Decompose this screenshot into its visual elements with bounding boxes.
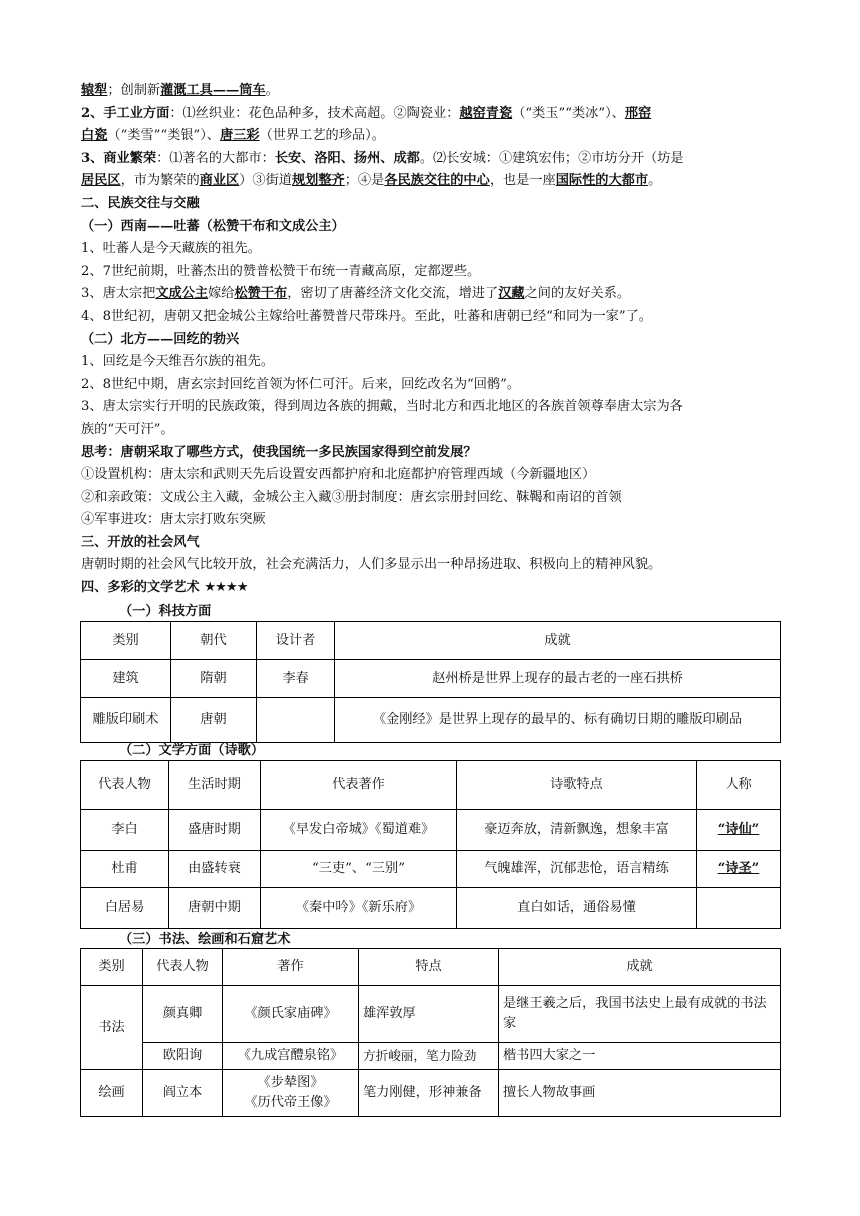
- table-cell: 由盛转衰: [169, 851, 261, 888]
- text: ；创制新: [107, 83, 161, 98]
- table-cell: 绘画: [81, 1070, 143, 1117]
- term: 松赞干布: [234, 286, 288, 302]
- list-item: 4、8世纪初，唐朝又把金城公主嫁给吐蕃赞普尺带珠丹。至此，吐蕃和唐朝已经“和同为一家”了。: [81, 308, 652, 324]
- table-cell: 盛唐时期: [169, 810, 261, 851]
- list-item: 1、吐蕃人是今天藏族的祖先。: [81, 241, 261, 257]
- text: 之间的友好关系。: [524, 286, 631, 302]
- section-3-text: 唐朝时期的社会风气比较开放，社会充满活力，人们多显示出一种昂扬进取、积极向上的精神风貌。: [81, 557, 662, 573]
- star-rating: ★★★★: [204, 580, 248, 596]
- table-cell: 书法: [81, 986, 143, 1070]
- para-1: [81, 80, 781, 103]
- subsection-literature: （二）文学方面（诗歌）: [119, 743, 265, 758]
- table-cell: 《九成宫醴泉铭》: [223, 1043, 359, 1070]
- list-item: 3、唐太宗实行开明的民族政策，得到周边各族的拥戴，当时北方和西北地区的各族首领尊奉唐太宗为各: [81, 399, 683, 415]
- table-cell: 杜甫: [81, 851, 169, 888]
- para-commerce-cont: [81, 170, 781, 193]
- text: 嫁给: [208, 286, 235, 302]
- subsection-science: （一）科技方面: [119, 604, 212, 619]
- table-cell: 楷书四大家之一: [499, 1043, 781, 1070]
- table-row: [81, 1070, 781, 1117]
- text: ；④是: [344, 173, 385, 189]
- text: ：⑴著名的大都市：: [156, 150, 275, 166]
- table-row: [81, 888, 781, 929]
- list-item: 2、8世纪中期，唐玄宗封回纥首领为怀仁可汗。后来，回纥改名为“回鹘”。: [81, 376, 521, 392]
- table-header: 类别: [81, 949, 143, 986]
- table-cell: [697, 888, 781, 929]
- subsection-art: （三）书法、绘画和石窟艺术: [119, 932, 291, 947]
- table-row: [81, 810, 781, 851]
- table-header: 代表著作: [261, 761, 457, 810]
- table-cell: 白居易: [81, 888, 169, 929]
- subsection-huihe: （二）北方——回纥的勃兴: [81, 331, 240, 347]
- list-item-cont: 族的“天可汗”。: [81, 421, 174, 437]
- table-header: 生活时期: [169, 761, 261, 810]
- poetry-table: [80, 760, 781, 929]
- term: 商业区: [199, 173, 240, 189]
- para-handicraft: [81, 103, 781, 126]
- table-cell: 隋朝: [171, 660, 257, 698]
- table-cell: 李白: [81, 810, 169, 851]
- table-header: 代表人物: [143, 949, 223, 986]
- text: 四、多彩的文学艺术: [81, 580, 205, 596]
- table-cell: 雕版印刷术: [81, 698, 171, 743]
- text: 。: [648, 173, 662, 189]
- text: （“类玉”“类冰”）、: [512, 105, 625, 121]
- table-cell: 欧阳询: [143, 1043, 223, 1070]
- table-header: 人称: [697, 761, 781, 810]
- term: 文成公主: [155, 286, 209, 302]
- text: ）③街道: [239, 173, 292, 189]
- table-cell: 颜真卿: [143, 986, 223, 1043]
- table-header: 成就: [335, 622, 781, 660]
- art-table: [80, 948, 781, 1117]
- para-handicraft-cont: [81, 125, 781, 148]
- table-row: [81, 851, 781, 888]
- table-cell: 赵州桥是世界上现存的最古老的一座石拱桥: [335, 660, 781, 698]
- table-header-row: [81, 622, 781, 660]
- work-title: 《步辇图》: [257, 1075, 324, 1090]
- table-cell: 《秦中吟》《新乐府》: [261, 888, 457, 929]
- table-cell: 《颜氏家庙碑》: [223, 986, 359, 1043]
- text: 。⑵长安城：①建筑宏伟；②市坊分开（坊是: [419, 150, 684, 166]
- table-cell: 是继王羲之后，我国书法史上最有成就的书法家: [499, 986, 781, 1043]
- table-cell: “诗圣”: [697, 851, 781, 888]
- table-header: 代表人物: [81, 761, 169, 810]
- term-cities: 长安、洛阳、扬州、成都: [274, 150, 420, 166]
- table-cell: 笔力刚健，形神兼备: [359, 1070, 499, 1117]
- term: 居民区: [81, 173, 121, 189]
- term: 汉藏: [498, 286, 525, 302]
- table-cell: 建筑: [81, 660, 171, 698]
- text: 。: [265, 83, 279, 98]
- table-row: [81, 986, 781, 1043]
- list-item: 2、7世纪前期，吐蕃杰出的赞普松赞干布统一青藏高原，定都逻些。: [81, 263, 481, 279]
- table-header-row: [81, 761, 781, 810]
- term-yuanli: 辕犁: [81, 83, 108, 98]
- table-cell: 气魄雄浑，沉郁悲怆，语言精练: [457, 851, 697, 888]
- science-table: [80, 621, 781, 743]
- text: （世界工艺的珍品）。: [259, 128, 385, 144]
- term: 各民族交往的中心: [384, 173, 490, 189]
- table-cell: 阎立本: [143, 1070, 223, 1117]
- term-tangsancai: 唐三彩: [220, 128, 260, 144]
- table-cell: 《早发白帝城》《蜀道难》: [261, 810, 457, 851]
- think-question: 思考：唐朝采取了哪些方式，使我国统一多民族国家得到空前发展？: [81, 444, 477, 460]
- text: ，市为繁荣的: [120, 173, 200, 189]
- table-cell: 李春: [257, 660, 335, 698]
- table-header: 特点: [359, 949, 499, 986]
- table-header: 成就: [499, 949, 781, 986]
- text: ：⑴丝织业：花色品种多，技术高超。②陶瓷业：: [169, 105, 460, 121]
- answer-item: ②和亲政策：文成公主入藏，金城公主入藏③册封制度：唐玄宗册封回纥、靺鞨和南诏的首领: [81, 489, 622, 505]
- text: 3、唐太宗把: [81, 286, 156, 302]
- text: ，也是一座: [489, 173, 556, 189]
- heading-handicraft: 2、手工业方面: [81, 105, 170, 121]
- table-row: [81, 698, 781, 743]
- table-cell: 方折峻丽，笔力险劲: [359, 1043, 499, 1070]
- table-cell: “诗仙”: [697, 810, 781, 851]
- table-header: 著作: [223, 949, 359, 986]
- answer-item: ①设置机构：唐太宗和武则天先后设置安西都护府和北庭都护府管理西域（今新疆地区）: [81, 467, 596, 483]
- term: 规划整齐: [292, 173, 345, 189]
- heading-commerce: 3、商业繁荣: [81, 150, 157, 166]
- subsection-tubo: （一）西南——吐蕃（松赞干布和文成公主）: [81, 218, 345, 234]
- section-3-title: 三、开放的社会风气: [81, 534, 200, 550]
- term-yueyao: 越窑青瓷: [459, 105, 513, 121]
- table-row: [81, 1043, 781, 1070]
- table-cell: “三吏”、“三别”: [261, 851, 457, 888]
- table-cell: [257, 698, 335, 743]
- table-header: 类别: [81, 622, 171, 660]
- table-cell: 雄浑敦厚: [359, 986, 499, 1043]
- table-cell: [223, 1070, 359, 1117]
- section-4-title: [81, 577, 781, 600]
- table-header: 朝代: [171, 622, 257, 660]
- table-cell: 《金刚经》是世界上现存的最早的、标有确切日期的雕版印刷品: [335, 698, 781, 743]
- term-xingyao: 邢窑: [624, 105, 652, 121]
- table-cell: 直白如话，通俗易懂: [457, 888, 697, 929]
- table-header: 诗歌特点: [457, 761, 697, 810]
- table-header: 设计者: [257, 622, 335, 660]
- term-baici: 白瓷: [81, 128, 108, 144]
- text: （“类雪”“类银”）、: [107, 128, 221, 144]
- table-cell: 豪迈奔放，清新飘逸，想象丰富: [457, 810, 697, 851]
- list-item: [81, 283, 781, 306]
- table-row: [81, 660, 781, 698]
- term: 国际性的大都市: [555, 173, 649, 189]
- term-tongche: 灌溉工具——筒车: [160, 83, 266, 98]
- list-item: 1、回纥是今天维吾尔族的祖先。: [81, 354, 275, 370]
- table-header-row: [81, 949, 781, 986]
- work-title: 《历代帝王像》: [244, 1095, 337, 1110]
- document-body: [81, 80, 781, 600]
- table-cell: 唐朝: [171, 698, 257, 743]
- text: ，密切了唐蕃经济文化交流，增进了: [287, 286, 499, 302]
- answer-item: ④军事进攻：唐太宗打败东突厥: [81, 512, 266, 528]
- section-2-title: 二、民族交往与交融: [81, 195, 200, 211]
- table-cell: 唐朝中期: [169, 888, 261, 929]
- para-commerce: [81, 148, 781, 171]
- table-cell: 擅长人物故事画: [499, 1070, 781, 1117]
